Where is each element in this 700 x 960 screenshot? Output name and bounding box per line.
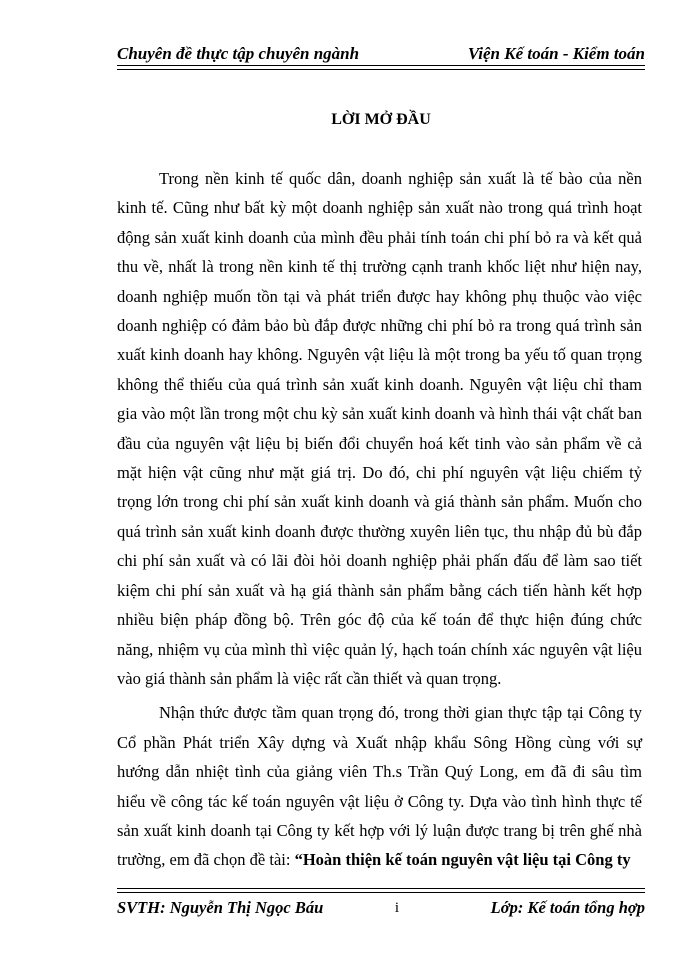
- header-rule-bottom: [117, 69, 645, 70]
- thesis-topic: “Hoàn thiện kế toán nguyên vật liệu tại Công ty: [294, 850, 631, 870]
- paragraph-2-text: Nhận thức được tầm quan trọng đó, trong thời gian thực tập tại Công ty Cổ phần Phát triển Xây dựng và Xuất nhập khẩu Sông Hồng cùng với sự hướng dẫn nhiệt tình của giảng viên Th.s Trần Quý Long, em đã đi sâu tìm hiểu về công tác kế toán nguyên vật liệu ở Công ty. Dựa vào tình hình thực tế sản xuất kinh doanh tại Công ty kết hợp với lý luận được trang bị trên ghế nhà trường, em đã chọn đề tài:: [117, 703, 642, 870]
- paragraph-1: Trong nền kinh tế quốc dân, doanh nghiệp sản xuất là tế bào của nền kinh tế. Cũng như bất kỳ một doanh nghiệp sản xuất nào trong quá trình hoạt động sản xuất kinh doanh của mình đều phải tính toán chi phí bỏ ra và kết quả thu về, nhất là trong nền kinh tế thị trường cạnh tranh khốc liệt như hiện nay, doanh nghiệp muốn tồn tại và phát triển được hay không phụ thuộc vào việc doanh nghiệp có đảm bảo bù đắp được những chi phí bỏ ra trong quá trình sản xuất kinh doanh hay không. Nguyên vật liệu là một trong ba yếu tố quan trọng không thể thiếu của quá trình sản xuất kinh doanh. Nguyên vật liệu chỉ tham gia vào một lần trong một chu kỳ sản xuất kinh doanh và hình thái vật chất ban đầu của nguyên vật liệu bị biến đổi chuyển hoá kết tinh vào sản phẩm về cả mặt hiện vật cũng như mặt giá trị. Do đó, chi phí nguyên vật liệu chiếm tỷ trọng lớn trong chi phí sản xuất kinh doanh và giá thành sản phẩm. Muốn cho quá trình sản xuất kinh doanh được thường xuyên liên tục, thu nhập đủ bù đắp chi phí sản xuất và có lãi đòi hỏi doanh nghiệp phải phấn đấu để làm sao tiết kiệm chi phí sản xuất và hạ giá thành sản phẩm bằng cách tiến hành kết hợp nhiều biện pháp đồng bộ. Trên góc độ của kế toán để thực hiện đúng chức năng, nhiệm vụ của mình thì việc quản lý, hạch toán chính xác nguyên vật liệu vào giá thành sản phẩm là việc rất cần thiết và quan trọng.: [117, 169, 642, 688]
- page-header: [117, 38, 645, 64]
- document-body: [117, 164, 642, 875]
- footer-rule-bottom: [117, 892, 645, 893]
- paragraph-2: [117, 698, 642, 874]
- footer-rule-top: [117, 888, 645, 889]
- page-number: i: [394, 899, 400, 916]
- footer-class: Lớp: Kế toán tổng hợp: [490, 898, 645, 917]
- page-footer: [117, 896, 645, 920]
- page-title: LỜI MỞ ĐẦU: [331, 111, 431, 128]
- footer-student: SVTH: Nguyễn Thị Ngọc Báu: [117, 898, 324, 917]
- header-institute: Viện Kế toán - Kiểm toán: [467, 44, 645, 63]
- header-course-title: Chuyên đề thực tập chuyên ngành: [117, 44, 360, 63]
- header-rule-top: [117, 65, 645, 66]
